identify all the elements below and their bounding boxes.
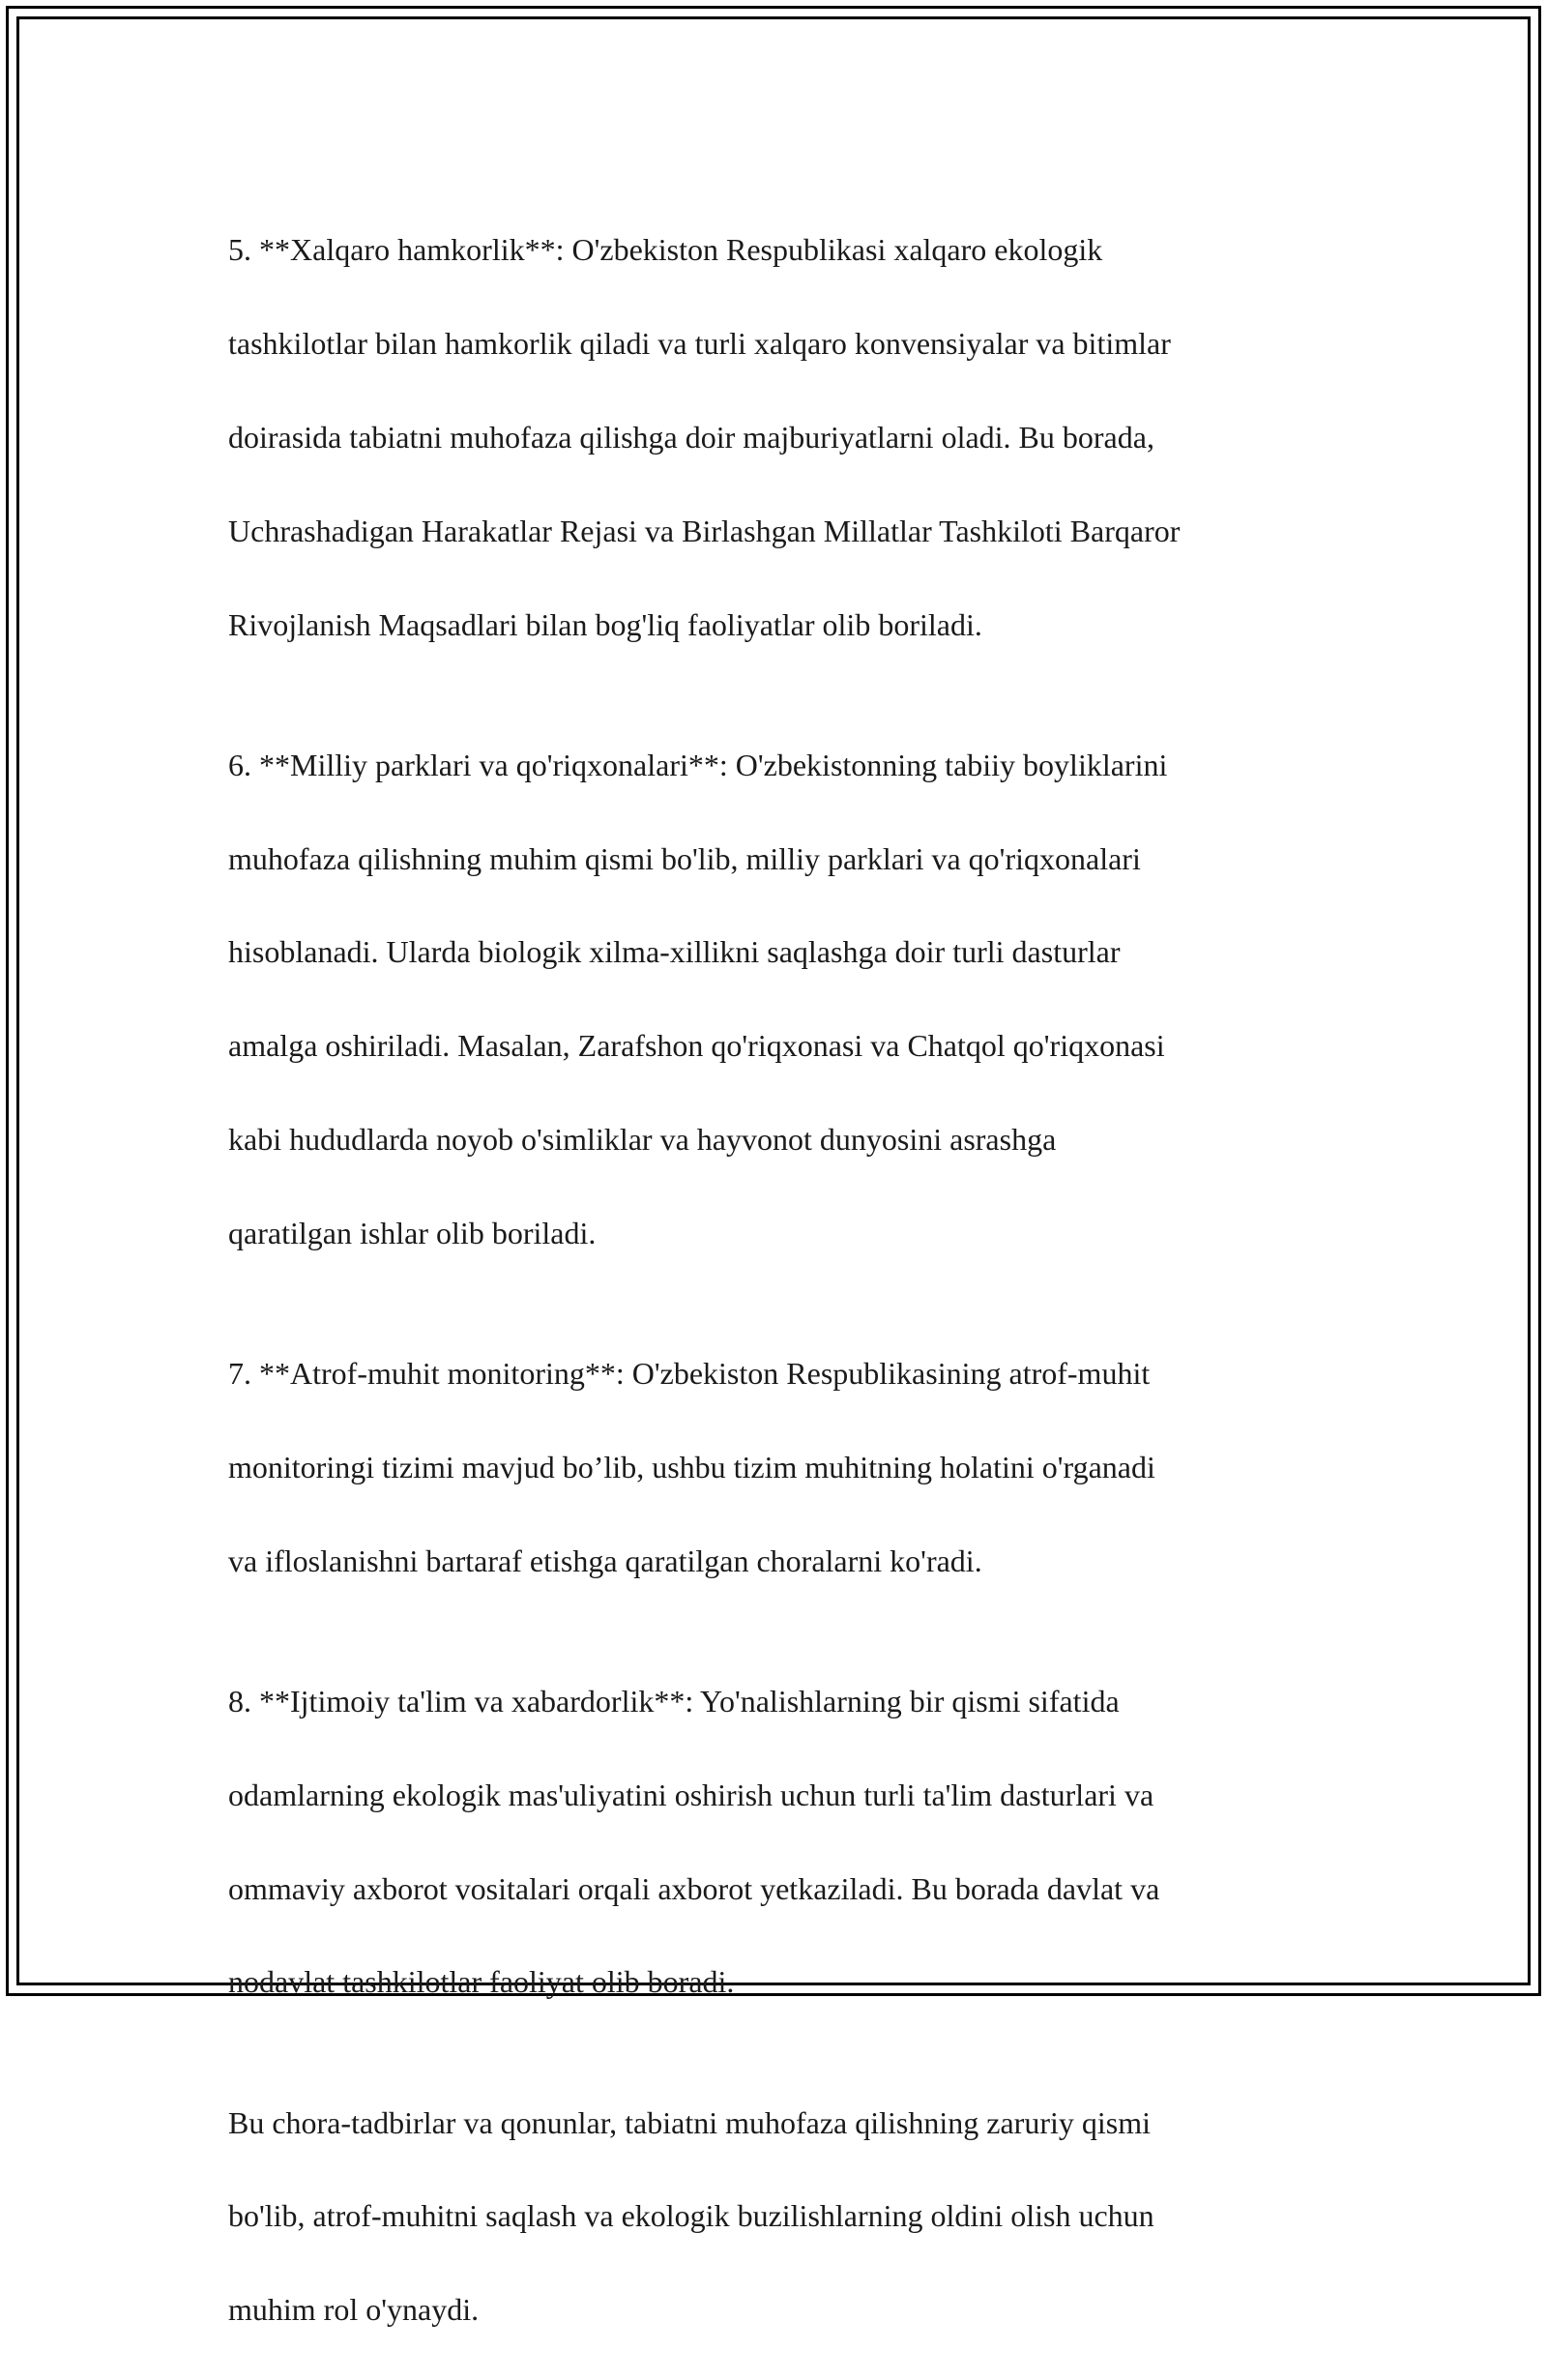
text-line: hisoblanadi. Ularda biologik xilma-xillikni saqlashga doir turli dasturlar [228,934,1121,970]
text-line: muhofaza qilishning muhim qismi bo'lib, milliy parklari va qo'riqxonalari [228,840,1141,876]
paragraph-international-cooperation [228,180,1340,648]
text-line: va ifloslanishni bartaraf etishga qaratilgan choralarni ko'radi. [228,1543,982,1578]
text-line: amalga oshiriladi. Masalan, Zarafshon qo'riqxonasi va Chatqol qo'riqxonasi [228,1028,1165,1064]
paragraph-conclusion [228,2052,1340,2333]
text-line: nodavlat tashkilotlar faoliyat olib boradi. [228,1964,735,2000]
paragraph-social-education [228,1631,1340,2006]
text-line: tashkilotlar bilan hamkorlik qiladi va turli xalqaro konvensiyalar va bitimlar [228,326,1171,362]
text-line: ommaviy axborot vositalari orqali axborot yetkaziladi. Bu borada davlat va [228,1870,1160,1906]
text-line: kabi hududlarda noyob o'simliklar va hayvonot dunyosini asrashga [228,1122,1057,1158]
paragraph-environmental-monitoring [228,1304,1340,1584]
text-line: 6. **Milliy parklari va qo'riqxonalari**: O'zbekistonning tabiiy boyliklarini [228,747,1168,782]
text-line: Bu chora-tadbirlar va qonunlar, tabiatni muhofaza qilishning zaruriy qismi [228,2104,1151,2140]
text-line: doirasida tabiatni muhofaza qilishga doir majburiyatlarni oladi. Bu borada, [228,420,1154,455]
text-line: 5. **Xalqaro hamkorlik**: O'zbekiston Respublikasi xalqaro ekologik [228,232,1103,268]
text-line: muhim rol o'ynaydi. [228,2292,480,2328]
text-line: qaratilgan ishlar olib boriladi. [228,1215,597,1250]
text-line: 7. **Atrof-muhit monitoring**: O'zbekiston Respublikasining atrof-muhit [228,1356,1151,1392]
paragraph-national-parks [228,694,1340,1256]
text-line: 8. **Ijtimoiy ta'lim va xabardorlik**: Yo'nalishlarning bir qismi sifatida [228,1683,1120,1719]
text-line: Rivojlanish Maqsadlari bilan bog'liq faoliyatlar olib boriladi. [228,606,982,642]
text-line: Uchrashadigan Harakatlar Rejasi va Birlashgan Millatlar Tashkiloti Barqaror [228,513,1181,548]
text-line: bo'lib, atrof-muhitni saqlash va ekologik buzilishlarning oldini olish uchun [228,2198,1154,2234]
document-body [228,180,1340,2380]
text-line: monitoringi tizimi mavjud bo’lib, ushbu tizim muhitning holatini o'rganadi [228,1449,1155,1484]
text-line: odamlarning ekologik mas'uliyatini oshirish uchun turli ta'lim dasturlari va [228,1777,1154,1812]
